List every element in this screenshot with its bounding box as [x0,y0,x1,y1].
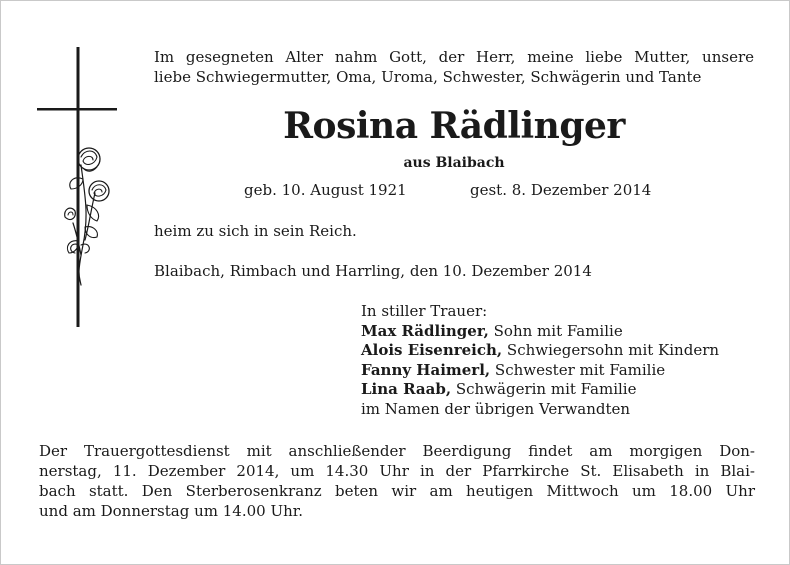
service-line: bach statt. Den Sterberosenkranz beten wir am heutigen Mittwoch um 18.00 Uhr [39,482,755,500]
mourner-name: Fanny Haimerl, [361,360,491,379]
mourner-entry [361,341,761,361]
mourner-name: Alois Eisenreich, [361,341,503,359]
death-date: gest. 8. Dezember 2014 [470,181,652,199]
birth-date: geb. 10. August 1921 [244,181,407,199]
deceased-origin: aus Blaibach [403,155,505,171]
place-and-date: Blaibach, Rimbach und Harrling, den 10. Dezember 2014 [154,262,592,280]
service-line: und am Donnerstag um 14.00 Uhr. [39,502,304,520]
deceased-name: Rosina Rädlinger [283,105,625,147]
intro-text [154,47,754,87]
mourner-relation: Schwiegersohn mit Kindern [506,341,720,359]
mourners-footer: im Namen der übrigen Verwandten [361,399,631,418]
mourner-entry [361,322,761,342]
intro-line: liebe Schwiegermutter, Oma, Uroma, Schwester, Schwägerin und Tante [154,68,702,86]
mourner-name: Max Rädlinger, [361,321,489,340]
service-line: Der Trauergottesdienst mit anschließender Beerdigung findet am morgigen Don- [39,442,755,460]
cross-with-roses-icon [35,45,119,329]
mourner-name: Lina Raab, [361,380,452,398]
mourners-block [361,302,761,419]
mourner-relation: Schwägerin mit Familie [455,380,637,398]
mourner-relation: Schwester mit Familie [494,360,666,379]
intro-line: Im gesegneten Alter nahm Gott, der Herr, meine liebe Mutter, unsere [154,48,754,66]
service-line: nerstag, 11. Dezember 2014, um 14.30 Uhr in der Pfarrkirche St. Elisabeth in Blai- [39,462,755,480]
closing-phrase: heim zu sich in sein Reich. [154,222,357,240]
mourner-entry [361,380,761,400]
mourner-relation: Sohn mit Familie [493,321,623,340]
mourners-heading: In stiller Trauer: [361,302,488,320]
mourner-entry [361,361,761,381]
service-announcement [39,441,755,521]
